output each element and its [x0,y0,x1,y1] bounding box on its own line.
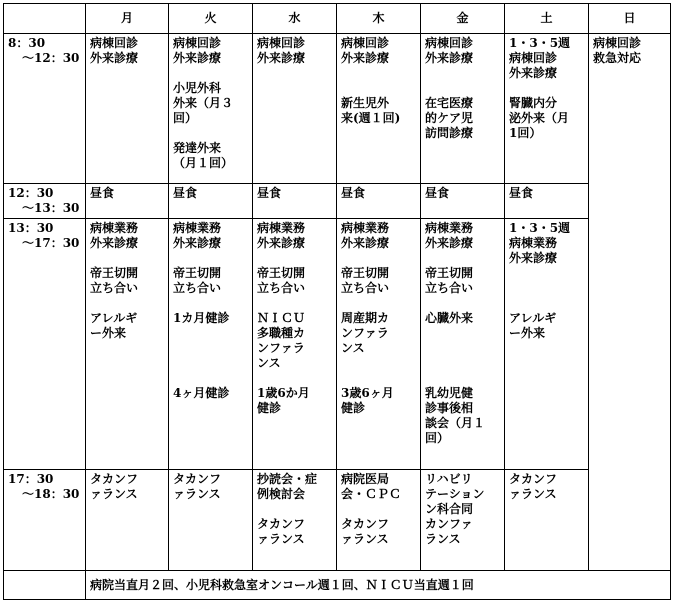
time-end: 〜17：30 [22,236,80,250]
day-header-thu: 木 [337,4,421,34]
lunch-row [4,184,671,219]
time-slot-afternoon [4,219,86,470]
schedule-cell-thu-afternoon: 病棟業務 外来診療 帝王切開 立ち合い 周産期カ ンファラ ンス 3歳6ヶ月 健診 [337,219,421,470]
time-end: 〜13：30 [22,201,80,215]
schedule-cell-tue-evening: タカンフ ァランス [169,470,253,571]
evening-row [4,470,671,571]
corner-cell [4,4,86,34]
time-start: 8：30 [8,36,46,50]
schedule-cell-thu-evening: 病院医局 会・ＣＰＣ タカンフ ァランス [337,470,421,571]
schedule-cell-wed-afternoon: 病棟業務 外来診療 帝王切開 立ち合い ＮＩＣＵ 多職種カ ンファラ ンス 1歳6か月 健診 [253,219,337,470]
day-header-fri: 金 [421,4,505,34]
time-slot-lunch [4,184,86,219]
schedule-cell-mon-lunch: 昼食 [86,184,169,219]
schedule-cell-fri-afternoon: 病棟業務 外来診療 帝王切開 立ち合い 心臓外来 乳幼児健 診事後相 談会（月１ 回） [421,219,505,470]
day-header-sat: 土 [505,4,589,34]
schedule-cell-tue-afternoon: 病棟業務 外来診療 帝王切開 立ち合い 1カ月健診 4ヶ月健診 [169,219,253,470]
schedule-cell-mon-afternoon: 病棟業務 外来診療 帝王切開 立ち合い アレルギ ー外来 [86,219,169,470]
weekly-schedule-table [3,3,671,600]
morning-row [4,34,671,184]
schedule-cell-wed-lunch: 昼食 [253,184,337,219]
time-start: 13：30 [8,221,54,235]
day-header-sun: 日 [589,4,671,34]
time-end: 〜12：30 [22,51,80,65]
schedule-cell-thu-morning: 病棟回診 外来診療 新生児外 来(週１回) [337,34,421,184]
footer-row [4,571,671,600]
duty-note: 病院当直月２回、小児科救急室オンコール週１回、ＮＩＣＵ当直週１回 [86,571,671,600]
schedule-cell-wed-morning: 病棟回診 外来診療 [253,34,337,184]
footer-empty-cell [4,571,86,600]
time-end: 〜18：30 [22,487,80,501]
time-slot-morning [4,34,86,184]
day-header-mon: 月 [86,4,169,34]
afternoon-row [4,219,671,470]
time-start: 17：30 [8,472,54,486]
schedule-cell-tue-lunch: 昼食 [169,184,253,219]
time-slot-evening [4,470,86,571]
schedule-cell-wed-evening: 抄読会・症 例検討会 タカンフ ァランス [253,470,337,571]
schedule-cell-sat-afternoon: 1・3・5週 病棟業務 外来診療 アレルギ ー外来 [505,219,589,470]
schedule-cell-sat-lunch: 昼食 [505,184,589,219]
schedule-cell-mon-evening: タカンフ ァランス [86,470,169,571]
time-start: 12：30 [8,186,54,200]
schedule-cell-tue-morning: 病棟回診 外来診療 小児外科 外来（月３ 回） 発達外来 （月１回） [169,34,253,184]
day-header-tue: 火 [169,4,253,34]
schedule-cell-fri-lunch: 昼食 [421,184,505,219]
schedule-cell-sun: 病棟回診 救急対応 [589,34,671,571]
schedule-cell-fri-evening: リハビリ テーション ン科合同 カンファ ランス [421,470,505,571]
header-row [4,4,671,34]
schedule-cell-mon-morning: 病棟回診 外来診療 [86,34,169,184]
schedule-cell-sat-morning: 1・3・5週 病棟回診 外来診療 腎臓内分 泌外来（月 1回） [505,34,589,184]
schedule-cell-thu-lunch: 昼食 [337,184,421,219]
day-header-wed: 水 [253,4,337,34]
schedule-cell-fri-morning: 病棟回診 外来診療 在宅医療 的ケア児 訪問診療 [421,34,505,184]
schedule-cell-sat-evening: タカンフ ァランス [505,470,589,571]
